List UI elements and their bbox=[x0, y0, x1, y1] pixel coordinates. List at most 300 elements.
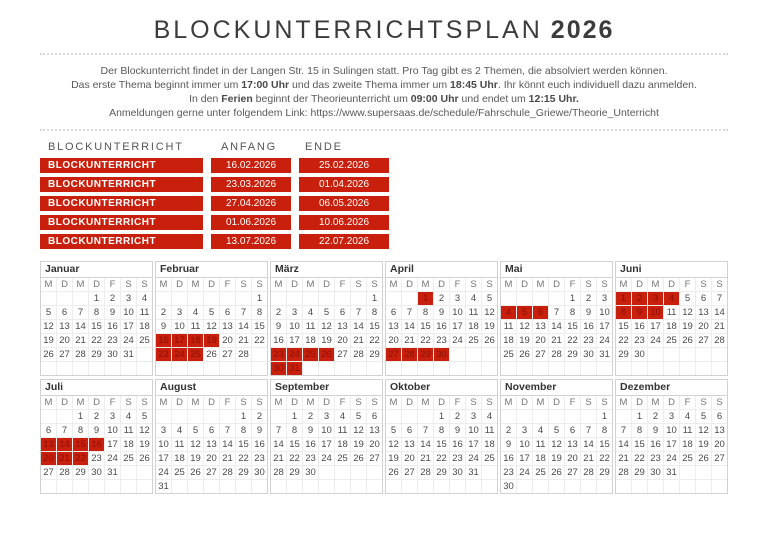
week-row bbox=[271, 424, 382, 438]
day-cell: 26 bbox=[137, 452, 152, 466]
day-cell: 30 bbox=[105, 348, 121, 362]
month-name: September bbox=[271, 380, 382, 396]
weekday-label: D bbox=[287, 278, 303, 292]
day-cell: 16 bbox=[648, 438, 664, 452]
day-cell: 4 bbox=[335, 410, 351, 424]
day-cell bbox=[533, 410, 549, 424]
day-cell: 22 bbox=[434, 452, 450, 466]
day-cell: 5 bbox=[482, 292, 497, 306]
day-cell: 7 bbox=[712, 292, 727, 306]
day-cell: 1 bbox=[252, 292, 267, 306]
weekday-label: D bbox=[664, 278, 680, 292]
day-cell bbox=[482, 348, 497, 362]
intro-line bbox=[40, 106, 728, 120]
highlighted-day-cell: 31 bbox=[287, 362, 303, 375]
day-cell: 7 bbox=[271, 424, 287, 438]
day-cell: 8 bbox=[287, 424, 303, 438]
intro-line bbox=[40, 78, 728, 92]
week-row bbox=[156, 320, 267, 334]
weekday-label: F bbox=[105, 396, 121, 410]
day-cell: 24 bbox=[156, 466, 172, 480]
day-cell: 9 bbox=[501, 438, 517, 452]
week-row bbox=[386, 424, 497, 438]
month-dezember bbox=[615, 379, 728, 494]
day-cell: 20 bbox=[565, 452, 581, 466]
day-cell bbox=[696, 348, 712, 362]
month-name: Februar bbox=[156, 262, 267, 278]
day-cell: 30 bbox=[581, 348, 597, 362]
day-cell: 16 bbox=[434, 320, 450, 334]
schedule-column-header: ENDE bbox=[305, 141, 343, 153]
day-cell bbox=[188, 362, 204, 375]
highlighted-day-cell: 15 bbox=[73, 438, 89, 452]
day-cell: 28 bbox=[271, 466, 287, 480]
day-cell: 5 bbox=[137, 410, 152, 424]
day-cell: 25 bbox=[466, 334, 482, 348]
day-cell: 27 bbox=[533, 348, 549, 362]
day-cell: 8 bbox=[632, 424, 648, 438]
day-cell bbox=[482, 466, 497, 480]
day-cell: 21 bbox=[351, 334, 367, 348]
day-cell bbox=[271, 410, 287, 424]
day-cell bbox=[188, 480, 204, 493]
day-cell: 5 bbox=[386, 424, 402, 438]
day-cell: 23 bbox=[252, 452, 267, 466]
highlighted-day-cell: 22 bbox=[73, 452, 89, 466]
day-cell: 21 bbox=[712, 320, 727, 334]
day-cell bbox=[616, 410, 632, 424]
week-row bbox=[386, 410, 497, 424]
day-cell: 2 bbox=[252, 410, 267, 424]
day-cell bbox=[73, 292, 89, 306]
week-row bbox=[156, 306, 267, 320]
week-row bbox=[41, 334, 152, 348]
day-cell: 31 bbox=[597, 348, 612, 362]
day-cell bbox=[367, 480, 382, 493]
week-row bbox=[41, 362, 152, 375]
day-cell bbox=[549, 362, 565, 375]
weekday-label: D bbox=[204, 396, 220, 410]
highlighted-day-cell: 14 bbox=[57, 438, 73, 452]
day-cell: 20 bbox=[335, 334, 351, 348]
day-cell: 9 bbox=[156, 320, 172, 334]
day-cell: 30 bbox=[450, 466, 466, 480]
day-cell: 26 bbox=[696, 452, 712, 466]
day-cell: 10 bbox=[172, 320, 188, 334]
day-cell: 4 bbox=[172, 424, 188, 438]
day-cell: 28 bbox=[581, 466, 597, 480]
page-title-year: 2026 bbox=[550, 16, 615, 44]
week-row bbox=[271, 292, 382, 306]
day-cell: 8 bbox=[367, 306, 382, 320]
highlighted-day-cell: 26 bbox=[319, 348, 335, 362]
week-row bbox=[156, 480, 267, 493]
intro-bold-text: 12:15 Uhr. bbox=[528, 93, 579, 105]
day-cell bbox=[450, 362, 466, 375]
weekday-label: S bbox=[252, 396, 267, 410]
schedule-column-header: BLOCKUNTERRICHT bbox=[48, 141, 184, 153]
day-cell: 19 bbox=[696, 438, 712, 452]
day-cell: 29 bbox=[287, 466, 303, 480]
day-cell: 23 bbox=[632, 334, 648, 348]
day-cell bbox=[57, 410, 73, 424]
schedule-row-ende: 22.07.2026 bbox=[299, 234, 389, 249]
intro-line bbox=[40, 64, 728, 78]
day-cell: 13 bbox=[204, 438, 220, 452]
day-cell bbox=[549, 410, 565, 424]
weekday-header-row bbox=[271, 278, 382, 292]
day-cell: 21 bbox=[402, 334, 418, 348]
day-cell: 30 bbox=[501, 480, 517, 493]
day-cell: 15 bbox=[616, 320, 632, 334]
weekday-label: F bbox=[450, 396, 466, 410]
day-cell: 11 bbox=[533, 438, 549, 452]
day-cell: 3 bbox=[466, 410, 482, 424]
day-cell bbox=[616, 480, 632, 493]
day-cell: 11 bbox=[664, 306, 680, 320]
intro-plain-text: Der Blockunterricht findet in der Langen Str. 15 in Sulingen statt. Pro Tag gibt es 2 Themen, die absolviert werden können. bbox=[100, 65, 668, 77]
day-cell: 16 bbox=[303, 438, 319, 452]
week-row bbox=[41, 306, 152, 320]
supersaas-link[interactable]: https://www.supersaas.de/schedule/Fahrschule_Griewe/Theorie_Unterricht bbox=[310, 107, 659, 119]
weekday-label: D bbox=[549, 396, 565, 410]
schedule-row-ende: 01.04.2026 bbox=[299, 177, 389, 192]
day-cell bbox=[680, 362, 696, 375]
weekday-label: S bbox=[712, 396, 727, 410]
day-cell: 15 bbox=[89, 320, 105, 334]
weekday-label: M bbox=[73, 396, 89, 410]
week-row bbox=[616, 410, 727, 424]
highlighted-day-cell: 4 bbox=[501, 306, 517, 320]
day-cell bbox=[533, 292, 549, 306]
day-cell: 18 bbox=[335, 438, 351, 452]
week-row bbox=[156, 292, 267, 306]
day-cell: 15 bbox=[236, 438, 252, 452]
week-row bbox=[41, 320, 152, 334]
day-cell bbox=[482, 480, 497, 493]
day-cell: 14 bbox=[351, 320, 367, 334]
highlighted-day-cell: 28 bbox=[402, 348, 418, 362]
day-cell: 27 bbox=[402, 466, 418, 480]
week-row bbox=[156, 348, 267, 362]
day-cell bbox=[73, 362, 89, 375]
day-cell bbox=[73, 480, 89, 493]
day-cell: 4 bbox=[466, 292, 482, 306]
highlighted-day-cell: 30 bbox=[271, 362, 287, 375]
day-cell: 7 bbox=[418, 424, 434, 438]
week-row bbox=[501, 438, 612, 452]
schedule-column-header: ANFANG bbox=[221, 141, 278, 153]
day-cell: 2 bbox=[450, 410, 466, 424]
day-cell: 19 bbox=[188, 452, 204, 466]
month-name: Juni bbox=[616, 262, 727, 278]
calendar-grid bbox=[40, 261, 728, 494]
day-cell bbox=[335, 480, 351, 493]
day-cell: 9 bbox=[252, 424, 267, 438]
week-row bbox=[271, 320, 382, 334]
day-cell bbox=[303, 292, 319, 306]
day-cell bbox=[204, 480, 220, 493]
day-cell: 12 bbox=[137, 424, 152, 438]
day-cell: 26 bbox=[517, 348, 533, 362]
highlighted-day-cell: 17 bbox=[172, 334, 188, 348]
day-cell bbox=[418, 362, 434, 375]
day-cell: 9 bbox=[303, 424, 319, 438]
weekday-label: D bbox=[172, 278, 188, 292]
day-cell: 27 bbox=[565, 466, 581, 480]
weekday-label: S bbox=[121, 278, 137, 292]
day-cell bbox=[236, 292, 252, 306]
highlighted-day-cell: 23 bbox=[156, 348, 172, 362]
weekday-label: D bbox=[319, 396, 335, 410]
day-cell bbox=[597, 480, 612, 493]
day-cell bbox=[271, 480, 287, 493]
day-cell: 3 bbox=[597, 292, 612, 306]
day-cell: 19 bbox=[319, 334, 335, 348]
week-row bbox=[616, 362, 727, 375]
week-row bbox=[271, 466, 382, 480]
highlighted-day-cell: 24 bbox=[287, 348, 303, 362]
week-row bbox=[41, 466, 152, 480]
week-row bbox=[41, 292, 152, 306]
day-cell: 20 bbox=[204, 452, 220, 466]
month-name: März bbox=[271, 262, 382, 278]
week-row bbox=[501, 348, 612, 362]
day-cell: 15 bbox=[565, 320, 581, 334]
weekday-label: M bbox=[156, 396, 172, 410]
day-cell: 1 bbox=[236, 410, 252, 424]
day-cell: 23 bbox=[581, 334, 597, 348]
week-row bbox=[41, 348, 152, 362]
day-cell: 21 bbox=[236, 334, 252, 348]
weekday-label: D bbox=[664, 396, 680, 410]
weekday-label: D bbox=[517, 278, 533, 292]
weekday-label: M bbox=[271, 396, 287, 410]
day-cell: 12 bbox=[188, 438, 204, 452]
day-cell bbox=[402, 480, 418, 493]
weekday-label: D bbox=[319, 278, 335, 292]
day-cell: 7 bbox=[351, 306, 367, 320]
week-row bbox=[386, 348, 497, 362]
day-cell bbox=[632, 480, 648, 493]
day-cell: 6 bbox=[41, 424, 57, 438]
day-cell: 24 bbox=[121, 334, 137, 348]
day-cell: 29 bbox=[236, 466, 252, 480]
day-cell: 16 bbox=[450, 438, 466, 452]
day-cell bbox=[466, 480, 482, 493]
day-cell: 14 bbox=[402, 320, 418, 334]
day-cell bbox=[252, 348, 267, 362]
day-cell: 9 bbox=[105, 306, 121, 320]
day-cell: 1 bbox=[287, 410, 303, 424]
day-cell: 30 bbox=[89, 466, 105, 480]
day-cell: 22 bbox=[632, 452, 648, 466]
weekday-label: M bbox=[533, 278, 549, 292]
day-cell: 6 bbox=[204, 424, 220, 438]
day-cell bbox=[632, 362, 648, 375]
day-cell bbox=[712, 362, 727, 375]
month-name: Mai bbox=[501, 262, 612, 278]
day-cell: 10 bbox=[517, 438, 533, 452]
day-cell: 11 bbox=[466, 306, 482, 320]
schedule-row-anfang: 23.03.2026 bbox=[211, 177, 291, 192]
day-cell: 12 bbox=[517, 320, 533, 334]
week-row bbox=[386, 452, 497, 466]
weekday-label: F bbox=[680, 396, 696, 410]
weekday-label: M bbox=[648, 396, 664, 410]
day-cell: 13 bbox=[696, 306, 712, 320]
page-title-text: BLOCKUNTERRICHTSPLAN bbox=[153, 16, 543, 44]
week-row bbox=[616, 424, 727, 438]
highlighted-day-cell: 9 bbox=[632, 306, 648, 320]
schedule-row-label: BLOCKUNTERRICHT bbox=[40, 234, 203, 249]
weekday-header-row bbox=[271, 396, 382, 410]
week-row bbox=[156, 452, 267, 466]
intro-plain-text: und das zweite Thema immer um bbox=[289, 79, 451, 91]
day-cell: 4 bbox=[121, 410, 137, 424]
day-cell: 14 bbox=[73, 320, 89, 334]
day-cell: 22 bbox=[565, 334, 581, 348]
day-cell: 13 bbox=[220, 320, 236, 334]
day-cell: 26 bbox=[41, 348, 57, 362]
day-cell: 13 bbox=[712, 424, 727, 438]
schedule-row-label: BLOCKUNTERRICHT bbox=[40, 196, 203, 211]
week-row bbox=[156, 410, 267, 424]
dotted-separator-top bbox=[40, 53, 728, 55]
day-cell: 28 bbox=[418, 466, 434, 480]
highlighted-day-cell: 2 bbox=[632, 292, 648, 306]
day-cell: 2 bbox=[648, 410, 664, 424]
weekday-label: D bbox=[89, 396, 105, 410]
weekday-label: M bbox=[616, 396, 632, 410]
day-cell: 14 bbox=[220, 438, 236, 452]
day-cell: 13 bbox=[367, 424, 382, 438]
day-cell: 7 bbox=[581, 424, 597, 438]
day-cell: 20 bbox=[402, 452, 418, 466]
week-row bbox=[616, 306, 727, 320]
day-cell: 22 bbox=[236, 452, 252, 466]
intro-bold-text: 09:00 Uhr bbox=[410, 93, 459, 105]
weekday-label: D bbox=[402, 396, 418, 410]
schedule-row bbox=[40, 215, 728, 230]
day-cell bbox=[517, 480, 533, 493]
day-cell: 29 bbox=[73, 466, 89, 480]
day-cell: 21 bbox=[418, 452, 434, 466]
day-cell bbox=[402, 362, 418, 375]
month-september bbox=[270, 379, 383, 494]
highlighted-day-cell: 25 bbox=[303, 348, 319, 362]
day-cell bbox=[696, 362, 712, 375]
highlighted-day-cell: 21 bbox=[57, 452, 73, 466]
day-cell bbox=[680, 348, 696, 362]
day-cell: 25 bbox=[533, 466, 549, 480]
day-cell: 28 bbox=[220, 466, 236, 480]
week-row bbox=[501, 362, 612, 375]
day-cell: 11 bbox=[335, 424, 351, 438]
day-cell: 3 bbox=[517, 424, 533, 438]
day-cell bbox=[351, 480, 367, 493]
week-row bbox=[386, 466, 497, 480]
day-cell: 2 bbox=[105, 292, 121, 306]
day-cell: 18 bbox=[121, 438, 137, 452]
weekday-label: S bbox=[121, 396, 137, 410]
day-cell: 13 bbox=[57, 320, 73, 334]
highlighted-day-cell: 3 bbox=[648, 292, 664, 306]
day-cell: 17 bbox=[648, 320, 664, 334]
day-cell: 23 bbox=[450, 452, 466, 466]
day-cell: 5 bbox=[204, 306, 220, 320]
week-row bbox=[386, 320, 497, 334]
highlighted-day-cell: 1 bbox=[418, 292, 434, 306]
day-cell: 25 bbox=[137, 334, 152, 348]
week-row bbox=[41, 452, 152, 466]
week-row bbox=[616, 320, 727, 334]
day-cell: 20 bbox=[696, 320, 712, 334]
day-cell bbox=[252, 362, 267, 375]
day-cell: 18 bbox=[501, 334, 517, 348]
day-cell: 15 bbox=[597, 438, 612, 452]
intro-line bbox=[40, 92, 728, 106]
day-cell: 17 bbox=[156, 452, 172, 466]
day-cell bbox=[271, 292, 287, 306]
day-cell bbox=[89, 362, 105, 375]
day-cell bbox=[386, 362, 402, 375]
day-cell bbox=[581, 362, 597, 375]
day-cell: 4 bbox=[482, 410, 497, 424]
day-cell: 21 bbox=[581, 452, 597, 466]
day-cell bbox=[57, 292, 73, 306]
weekday-header-row bbox=[156, 278, 267, 292]
intro-bold-text: 18:45 Uhr bbox=[450, 79, 498, 91]
day-cell bbox=[204, 292, 220, 306]
day-cell: 12 bbox=[319, 320, 335, 334]
day-cell: 26 bbox=[204, 348, 220, 362]
day-cell bbox=[137, 362, 152, 375]
month-name: Oktober bbox=[386, 380, 497, 396]
day-cell: 24 bbox=[450, 334, 466, 348]
week-row bbox=[156, 466, 267, 480]
weekday-label: F bbox=[105, 278, 121, 292]
day-cell bbox=[156, 362, 172, 375]
day-cell: 9 bbox=[581, 306, 597, 320]
day-cell: 4 bbox=[303, 306, 319, 320]
week-row bbox=[271, 348, 382, 362]
weekday-label: M bbox=[616, 278, 632, 292]
day-cell bbox=[501, 292, 517, 306]
intro-text bbox=[40, 64, 728, 120]
weekday-label: M bbox=[418, 396, 434, 410]
highlighted-day-cell: 10 bbox=[648, 306, 664, 320]
day-cell: 17 bbox=[105, 438, 121, 452]
day-cell: 18 bbox=[533, 452, 549, 466]
day-cell bbox=[319, 466, 335, 480]
day-cell: 1 bbox=[367, 292, 382, 306]
day-cell: 30 bbox=[648, 466, 664, 480]
week-row bbox=[156, 362, 267, 375]
day-cell bbox=[105, 480, 121, 493]
day-cell: 17 bbox=[319, 438, 335, 452]
day-cell: 19 bbox=[351, 438, 367, 452]
day-cell: 29 bbox=[616, 348, 632, 362]
day-cell: 23 bbox=[303, 452, 319, 466]
day-cell: 4 bbox=[188, 306, 204, 320]
day-cell: 26 bbox=[188, 466, 204, 480]
day-cell bbox=[220, 410, 236, 424]
day-cell: 5 bbox=[696, 410, 712, 424]
day-cell: 13 bbox=[335, 320, 351, 334]
day-cell bbox=[236, 362, 252, 375]
weekday-label: S bbox=[236, 396, 252, 410]
